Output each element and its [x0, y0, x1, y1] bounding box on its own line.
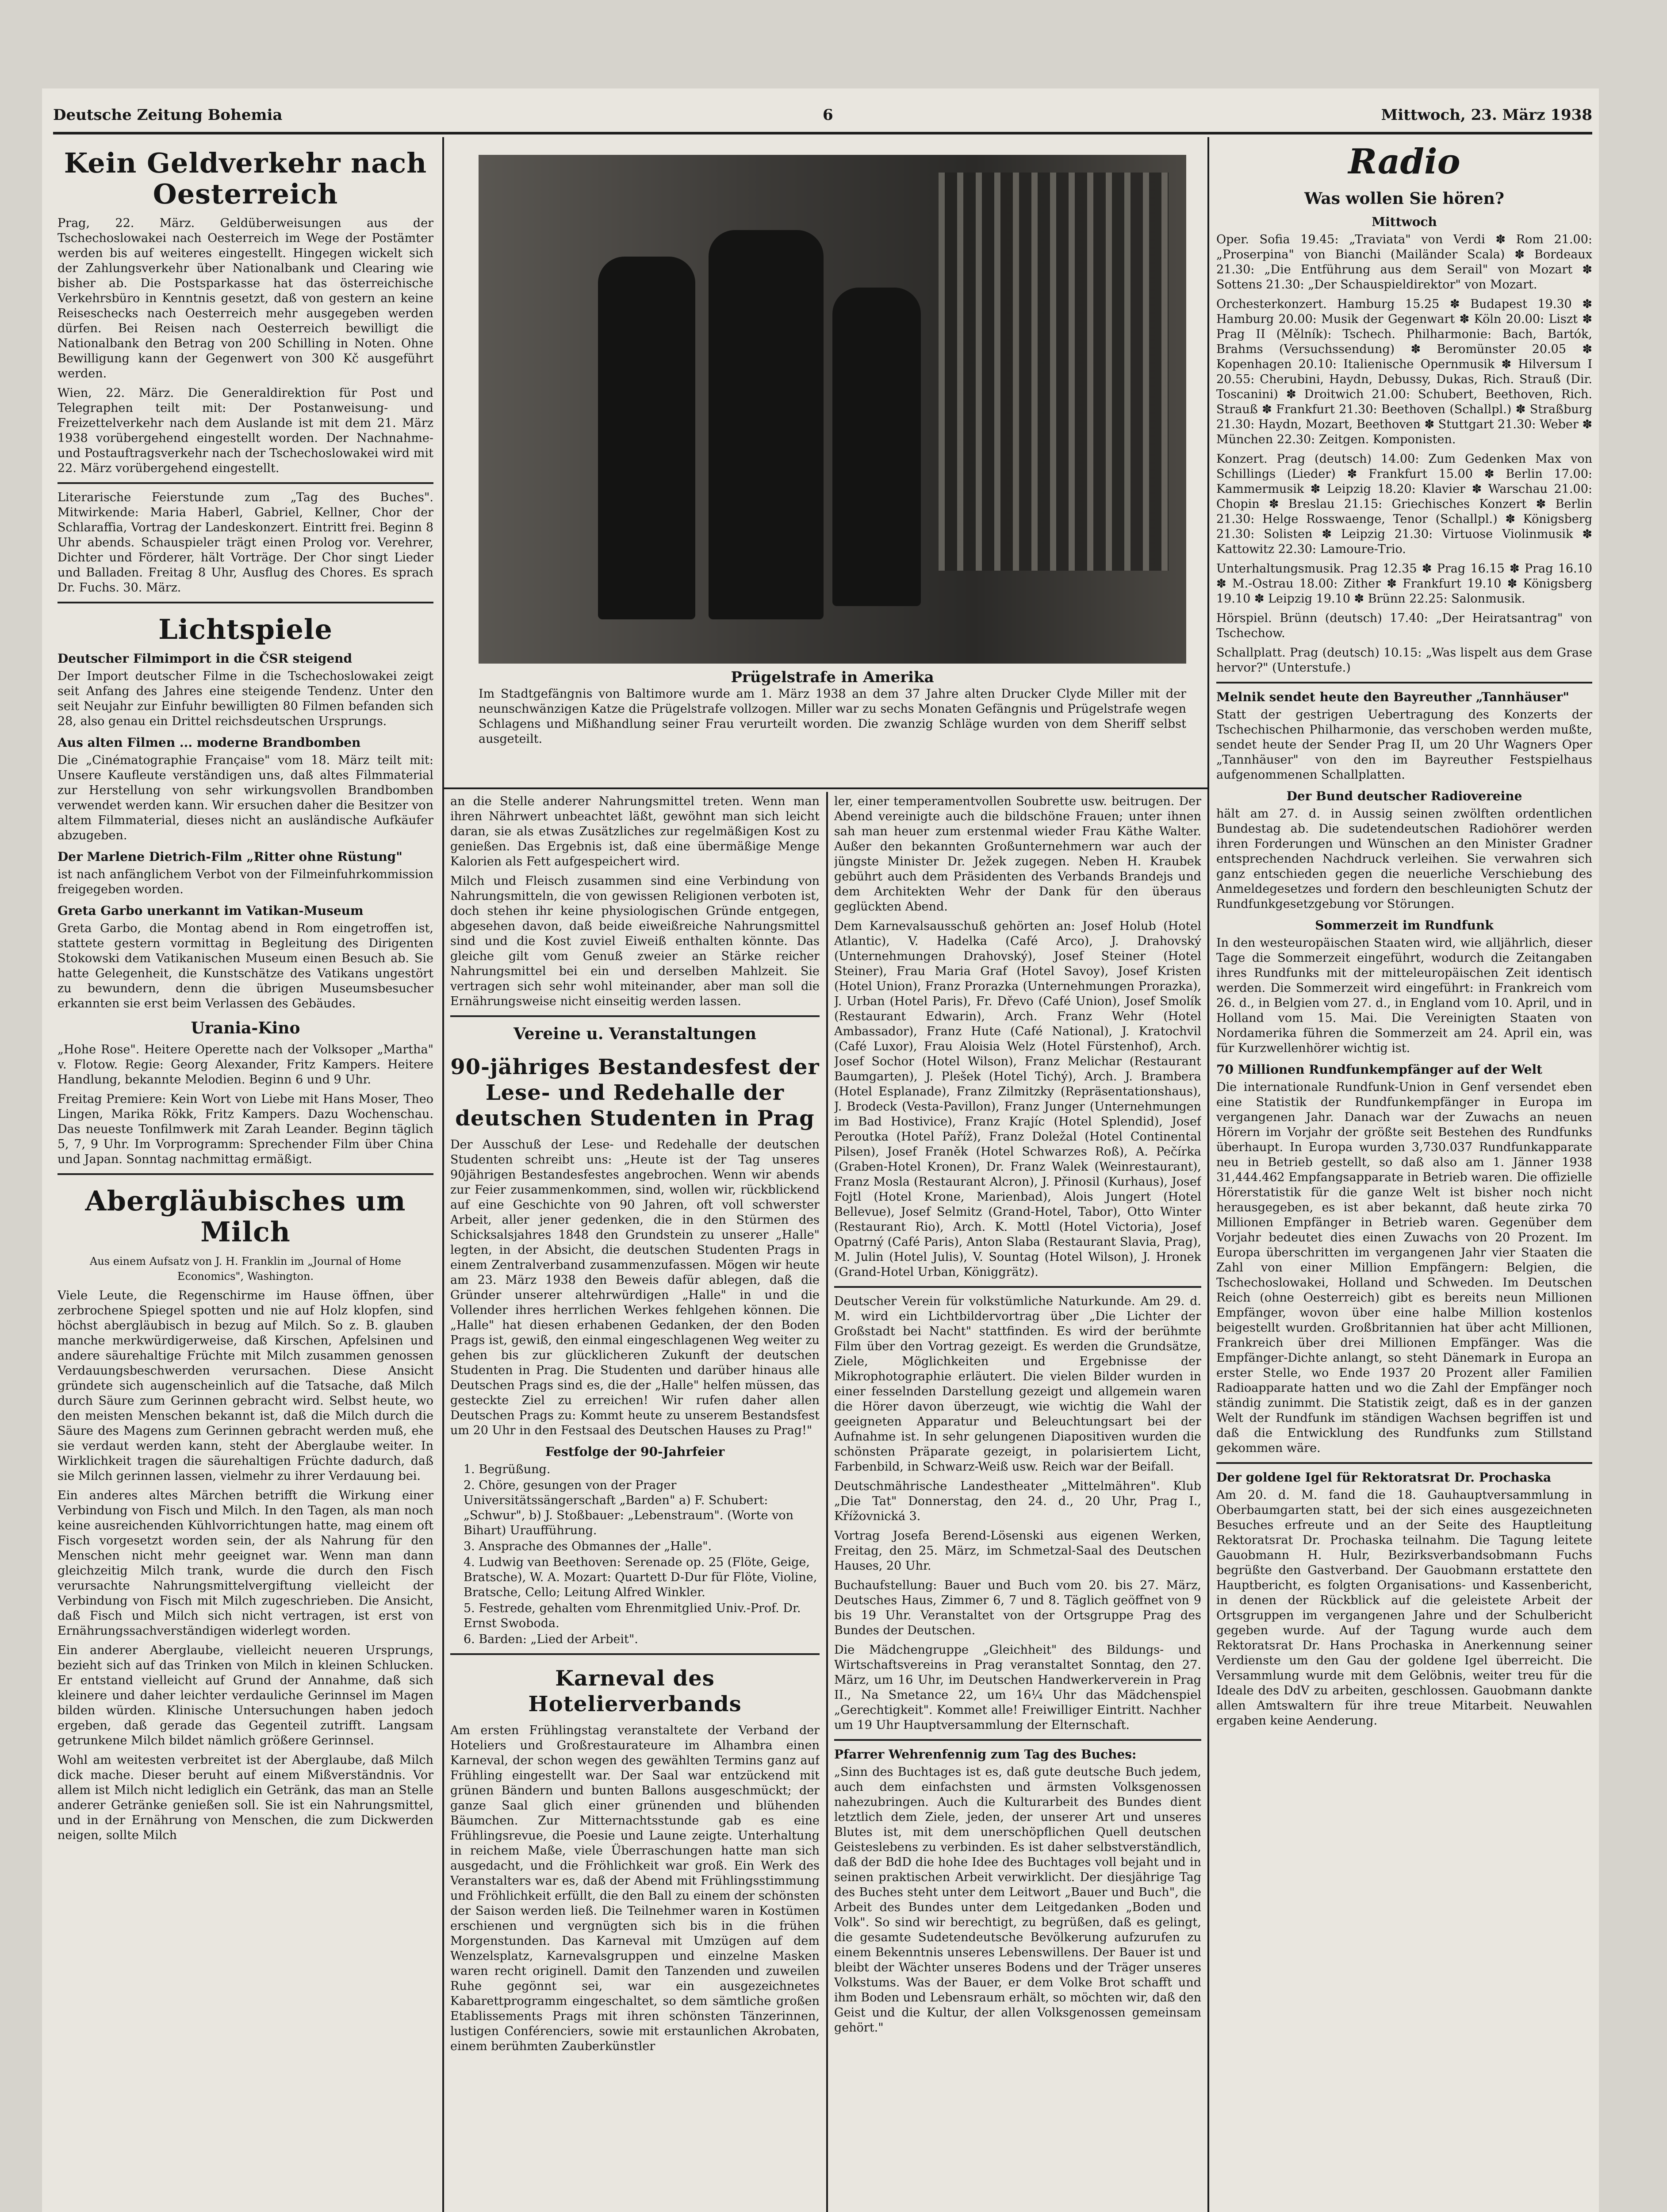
headline-lichtspiele: Lichtspiele — [158, 613, 333, 645]
prison-bars — [939, 173, 1169, 571]
photo-caption-block — [479, 668, 1186, 747]
subheading: Der Bund deutscher Radiovereine — [1286, 789, 1522, 803]
program-paragraph: Oper. Sofia 19.45: „Traviata" von Verdi ✽ Rom 21.00: „Proserpina" von Bianchi (Mailänder Scala) ✽ Bordeaux 21.30: „Die Entführung aus dem Serail" von Mozart ✽ Sottens 21.30: „Der Schauspieldirektor" von Mozart. — [1216, 233, 1592, 292]
headline-aberglaube: Abergläubisches um Milch — [85, 1185, 406, 1248]
list-item: 6. Barden: „Lied der Arbeit". — [464, 1632, 638, 1646]
photo-caption: Im Stadtgefängnis von Baltimore wurde am 1. März 1938 an dem 37 Jahre alten Drucker Clyde Miller mit der neunschwänzigen Katze die Prügelstrafe vollzogen. Miller war zu sechs Monaten Gefängnis und Prügelstrafe wegen Schlagens und Mißhandlung seiner Frau verurteilt worden. Die zwanzig Schläge wurden von dem Sheriff selbst ausgeteilt. — [479, 687, 1186, 746]
article-paragraph: Der Ausschuß der Lese- und Redehalle der deutschen Studenten schreibt uns: „Heute ist der Tag unseres 90jährigen Bestandesfestes angebrochen. Wenn wir abends zur Feier zusammenkommen, sind, wollen wir, rückblickend auf eine Geschichte von 90 Jahren, oft voll schwerster Arbeit, aller jener gedenken, die in den Stürmen des Schicksalsjahres 1848 den Grundstein zu unserer „Halle" legten, in der Absicht, die deutschen Studenten Prags in einem Zentralverband zusammenzufassen. Mögen wir heute am 23. März 1938 den Beweis dafür ablegen, daß die Gründer unserer altehrwürdigen „Halle" in und die Vollender ihres herrlichen Werkes fehlgehen können. Die „Halle" hat diesen erhabenen Gedanken, der den Boden Prags ist, gewiß, den einmal eingeschlagenen Weg weiter zu gehen bis zur glücklicheren Zukunft der deutschen Studenten in Prag. Die Studenten und darüber hinaus alle Deutschen Prags sind es, die der „Halle" helfen müssen, das gesteckte Ziel zu erreichen! Wir rufen daher allen Deutschen Prags zu: Kommt heute zu unserem Bestandsfest um 20 Uhr in den Festsaal des Deutschen Hauses zu Prag!" — [450, 1138, 820, 1437]
column-1 — [57, 137, 433, 2212]
page-header — [53, 106, 1592, 133]
subheading: Pfarrer Wehrenfennig zum Tag des Buches: — [834, 1747, 1137, 1762]
column-2 — [450, 794, 820, 2212]
subheading: Der Marlene Dietrich-Film „Ritter ohne Rüstung" — [57, 849, 402, 864]
article-paragraph: Deutschmährische Landestheater „Mittelmähren". Klub „Die Tat" Donnerstag, den 24. d., 20 Uhr, Prag I., Křížovnická 3. — [834, 1479, 1201, 1523]
subheading: 70 Millionen Rundfunkempfänger auf der Welt — [1216, 1062, 1543, 1077]
article-paragraph: Die Mädchengruppe „Gleichheit" des Bildungs- und Wirtschaftsvereins in Prag veranstaltet Sonntag, den 27. März, um 16 Uhr, im Deutschen Handwerkerverein in Prag II., Na Smetance 22, um 16¼ Uhr das Mädchenspiel „Gerechtigkeit". Kommet alle! Freiwilliger Eintritt. Nachher um 19 Uhr Hauptversammlung der Elternschaft. — [834, 1643, 1201, 1732]
article-paragraph: Die „Cinématographie Française" vom 18. März teilt mit: Unsere Kaufleute verständigen uns, daß altes Filmmaterial zur Herstellung von sehr wirkungsvollen Brandbomben verwendet werden kann. Wir ersuchen daher die Besitzer von altem Filmmaterial, dieses nicht an ausländische Aufkäufer abzugeben. — [57, 753, 433, 842]
program-paragraph: Konzert. Prag (deutsch) 14.00: Zum Gedenken Max von Schillings (Lieder) ✽ Frankfurt 15.00 ✽ Berlin 17.00: Kammermusik ✽ Leipzig 18.20: Klavier ✽ Warschau 21.00: Chopin ✽ Breslau 21.15: Griechisches Konzert ✽ Berlin 21.30: Helge Rosswaenge, Tenor (Schallpl.) ✽ Königsberg 21.30: Solisten ✽ Leipzig 21.30: Virtuose Violinmusik ✽ Kattowitz 22.30: Lamoure-Trio. — [1216, 452, 1592, 556]
column-4 — [1216, 137, 1592, 2212]
article-paragraph: Vortrag Josefa Berend-Lösenski aus eigenen Werken, Freitag, den 25. März, im Schmetzal-Saal des Deutschen Hauses, 20 Uhr. — [834, 1529, 1201, 1573]
article-paragraph: Prag, 22. März. Geldüberweisungen aus der Tschechoslowakei nach Oesterreich im Wege der Postämter werden bis auf weiteres eingestellt. Hingegen wickelt sich der Zahlungsverkehr über Nationalbank und Clearing wie bisher ab. Die Postsparkasse hat das österreichische Verkehrsbüro in Kenntnis gesetzt, daß von gestern an keine Reiseschecks nach Oesterreich mehr ausgegeben werden dürfen. Bei Reisen nach Oesterreich bewilligt die Nationalbank den Betrag von 200 Schilling in Noten. Ohne Bewilligung kann der Gegenwert von 300 Kč ausgeführt werden. — [57, 216, 433, 380]
page-number: 6 — [823, 106, 833, 124]
divider — [450, 1653, 820, 1655]
article-paragraph: Ein anderes altes Märchen betrifft die Wirkung einer Verbindung von Fisch und Milch. In den Tagen, als man noch keine ausreichenden Kühlvorrichtungen hatte, mag einem oft Fisch vorgesetzt worden sein, der als Nahrung für den Menschen nicht mehr geeignet war. Wenn man dann gleichzeitig Milch trank, wurde die durch den Fisch verursachte Nahrungsmittelvergiftung vielleicht der Verbindung von Fisch mit Milch zugeschrieben. Die Ansicht, daß Fisch und Milch sich nicht vertragen, ist erst von Ernährungssachverständigen widerlegt worden. — [57, 1489, 433, 1638]
article-paragraph: Der Import deutscher Filme in die Tschechoslowakei zeigt seit Anfang des Jahres eine steigende Tendenz. Unter den seit Neujahr zur Einfuhr bewilligten 80 Filmen befanden sich 28, also genau ein Drittel reichsdeutschen Ursprungs. — [57, 669, 433, 728]
article-paragraph: „Sinn des Buchtages ist es, daß gute deutsche Buch jedem, auch dem einfachsten und ärmsten Volksgenossen nahezubringen. Auch die Kulturarbeit des Bundes dient letztlich dem Ziele, jeden, der unserer Art und unseres Blutes ist, mit dem unerschöpflichen Quell deutschen Geisteslebens zu verbinden. Es ist daher selbstverständlich, daß der BdD die hohe Idee des Buchtages voll bejaht und in seinen praktischen Arbeit verwirklicht. Der diesjährige Tag des Buches steht unter dem Leitwort „Bauer und Buch", die Arbeit des Bundes unter dem Leitgedanken „Boden und Volk". So sind wir berechtigt, zu begrüßen, daß es gelingt, die gesamte Sudetendeutsche Bevölkerung aufzurufen zu einem Bekenntnis unseres Lebenswillens. Der Bauer ist und bleibt der Wächter unseres Bodens und der Träger unseres Volkstums. Was der Bauer, er dem Volke Brot schafft und ihm Boden und Lebensraum erhält, so möchten wir, daß den Geist und die Kultur, der allen Volksgenossen gemeinsam gehört." — [834, 1765, 1201, 2035]
article-paragraph: Wohl am weitesten verbreitet ist der Aberglaube, daß Milch dick mache. Dieser beruht auf einem Mißverständnis. Vor allem ist Milch nicht lediglich ein Getränk, das man an Stelle anderer Getränke genießen soll. Sie ist ein Nahrungsmittel, und in der Ernährung von Menschen, die zum Dickwerden neigen, sollte Milch — [57, 1753, 433, 1842]
list-item: 3. Ansprache des Obmannes der „Halle". — [464, 1540, 712, 1553]
program-paragraph: Orchesterkonzert. Hamburg 15.25 ✽ Budapest 19.30 ✽ Hamburg 20.00: Musik der Gegenwart ✽ Köln 20.00: Liszt ✽ Prag II (Mělník): Tschech. Philharmonie: Bach, Bartók, Brahms (Versuchssendung) ✽ Beromünster 20.05 ✽ Kopenhagen 20.10: Italienische Opernmusik ✽ Hilversum I 20.55: Cherubini, Haydn, Debussy, Dukas, Rich. Strauß (Dir. Toscanini) ✽ Droitwich 21.00: Schubert, Beethoven, Rich. Strauß ✽ Frankfurt 21.30: Beethoven (Schallpl.) ✽ Straßburg 21.30: Haydn, Mozart, Beethoven ✽ Stuttgart 21.30: Weber ✽ München 22.30: Zeitgen. Komponisten. — [1216, 297, 1592, 446]
subheading: Der goldene Igel für Rektoratsrat Dr. Prochaska — [1216, 1470, 1552, 1485]
photo-bottom-rule — [444, 787, 1207, 789]
program-paragraph: Hörspiel. Brünn (deutsch) 17.40: „Der Heiratsantrag" von Tschechow. — [1216, 611, 1592, 640]
figure-silhouette — [832, 288, 921, 606]
article-paragraph: hält am 27. d. in Aussig seinen zwölften ordentlichen Bundestag ab. Die sudetendeutschen Radiohörer werden ihren Forderungen und Wünschen an den Minister Gradner entsprechenden Nachdruck verleihen. Sie verwahren sich ganz entschieden gegen die neuerliche Verschiebung des Anmeldegesetzes und fordern den beschleunigten Schutz der Rundfunkgesetzgebung vor Störungen. — [1216, 807, 1592, 911]
article-paragraph: Ein anderer Aberglaube, vielleicht neueren Ursprungs, bezieht sich auf das Trinken von Milch in kleinen Schlucken. Er entstand vielleicht auf Grund der Annahme, daß sich kleinere und daher leichter verdauliche Gerinnsel im Magen bilden würden. Klinische Untersuchungen haben jedoch ergeben, daß gerade das Gegenteil zutrifft. Langsam getrunkene Milch bildet nämlich größere Gerinnsel. — [57, 1644, 433, 1747]
article-paragraph: In den westeuropäischen Staaten wird, wie alljährlich, dieser Tage die Sommerzeit eingeführt, wodurch die Zeitangaben ihres Rundfunks mit der mitteleuropäischen Zeit identisch werden. Die Sommerzeit wird eingeführt: in Frankreich vom 26. d., in Belgien vom 27. d., in England vom 10. April, und in Holland vom 15. Mai. Die Vereinigten Staaten von Nordamerika führen die Sommerzeit am 24. April ein, was für Kurzwellenhörer wichtig ist. — [1216, 936, 1592, 1055]
section-vereine: Vereine u. Veranstaltungen — [513, 1025, 757, 1043]
figure-silhouette — [709, 230, 824, 619]
headline-karneval: Karneval des Hotelierverbands — [528, 1666, 742, 1717]
program-list — [450, 1462, 820, 1647]
program-paragraph: Schallplatt. Prag (deutsch) 10.15: „Was lispelt aus dem Grase hervor?" (Unterstufe.) — [1216, 646, 1592, 675]
radio-subtitle: Was wollen Sie hören? — [1304, 189, 1504, 208]
divider — [57, 482, 433, 484]
subheading: Festfolge der 90-Jahrfeier — [545, 1444, 725, 1459]
article-paragraph: Dem Karnevalsausschuß gehörten an: Josef Holub (Hotel Atlantic), V. Hadelka (Café Arco), J. Drahovský (Unternehmungen Drahovský), Josef Steiner (Hotel Steiner), Frau Maria Graf (Hotel Savoy), Josef Kristen (Hotel Union), Franz Prorazka (Unternehmungen Prorazka), J. Urban (Hotel Paris), Fr. Dřevo (Café Union), Josef Smolík (Restaurant Edwarin), Arch. Franz Wehr (Hotel Ambassador), Franz Hute (Café National), J. Kratochvil (Café Luxor), Frau Aloisia Welz (Hotel Fürstenhof), Arch. Josef Sochor (Hotel Wilson), Franz Melichar (Restaurant Baumgarten), J. Plešek (Hotel Tichý), Arch. J. Brambera (Hotel Esplanade), Franz Zilmitzky (Repräsentationshaus), J. Brodeck (Vesta-Pavillon), Franz Junger (Unternehmungen im Bad Hostivice), Franz Krajíc (Hotel Splendid), Josef Peroutka (Hotel Paříž), Franz Doležal (Hotel Continental Pilsen), Josef Franěk (Hotel Schwarzes Roß), A. Pečírka (Graben-Hotel Kronen), Dr. Franz Walek (Weinrestaurant), Franz Mosla (Restaurant Alcron), J. Přinosil (Kurhaus), Josef Fojtl (Hotel Krone, Marienbad), Alois Jungert (Hotel Bellevue), Josef Selmitz (Grand-Hotel, Tabor), Otto Winter (Restaurant Rio), Arch. K. Mottl (Hotel Victoria), Josef Opatrný (Café Paris), Anton Slaba (Restaurant Slavia, Prag), M. Julin (Hotel Julis), V. Sountag (Hotel Wilson), J. Hronek (Grand-Hotel Urban, Königgrätz). — [834, 919, 1201, 1279]
list-item: 2. Chöre, gesungen von der Prager Universitätssängerschaft „Barden" a) F. Schubert: „Schwur", b) J. Stoßbauer: „Lebenstraum". (Worte von Bihart) Uraufführung. — [464, 1479, 794, 1537]
divider — [834, 1286, 1201, 1288]
byline: Aus einem Aufsatz von J. H. Franklin im „Journal of Home Economics", Washington. — [90, 1255, 401, 1283]
divider — [1216, 1462, 1592, 1464]
article-paragraph: ist nach anfänglichem Verbot von der Filmeinfuhrkommission freigegeben worden. — [57, 868, 433, 896]
figure-silhouette — [598, 257, 695, 619]
article-paragraph: Viele Leute, die Regenschirme im Hause öffnen, über zerbrochene Spiegel spotten und nie auf Holz klopfen, sind höchst abergläubisch in bezug auf Milch. So z. B. glauben manche merkwürdigerweise, daß Kirschen, Apfelsinen und andere säurehaltige Früchte mit Milch zusammen genossen Verdauungsbeschwerden verursachen. Diese Ansicht gründete sich augenscheinlich auf die Tatsache, daß Milch durch Säure zum Gerinnen gebracht wird. Selbst heute, wo den meisten Menschen bekannt ist, daß die Milch durch die Säure des Magens zum Gerinnen gebracht werden muß, ehe sie verdaut werden kann, steht der Aberglaube weiter. In Wirklichkeit tragen die säurehaltigen Früchte dadurch, daß sie Milch gerinnen lassen, vielmehr zu ihrer Verdauung bei. — [57, 1289, 433, 1483]
divider — [1216, 682, 1592, 684]
article-paragraph: Freitag Premiere: Kein Wort von Liebe mit Hans Moser, Theo Lingen, Marika Rökk, Fritz Kampers. Dazu Wochenschau. Das neueste Tonfilmwerk mit Zarah Leander. Beginn täglich 5, 7, 9 Uhr. Im Vorprogramm: Sprechender Film über China und Japan. Sonntag nachmittag ermäßigt. — [57, 1092, 433, 1166]
article-paragraph: Wien, 22. März. Die Generaldirektion für Post und Telegraphen teilt mit: Der Postanweisung- und Freizettelverkehr nach dem Auslande ist mit dem 21. März 1938 vorübergehend eingestellt worden. Der Nachnahme- und Postauftragsverkehr nach der Tschechoslowakei wird mit 22. März vorübergehend eingestellt. — [57, 386, 433, 475]
article-paragraph: Deutscher Verein für volkstümliche Naturkunde. Am 29. d. M. wird ein Lichtbildervortrag über „Die Lichter der Großstadt bei Nacht" stattfinden. Es wird der berühmte Film über den Vortrag gezeigt. Es werden die Grundsätze, Ziele, Möglichkeiten und Ergebnisse der Mikrophotographie erläutert. Die vielen Bilder wurden in einer fesselnden Darstellung gezeigt und allgemein waren die Hörer davon überzeugt, wie wichtig die Wahl der geeigneten Apparatur und Beleuchtungsart bei der Aufnahme ist. In sehr gelungenen Diapositiven wurden die schönsten Präparate gezeigt, in polarisiertem Licht, Farbenbild, in Schwarz-Weiß usw. Reich war der Beifall. — [834, 1294, 1201, 1474]
column-divider-3 — [1207, 137, 1209, 2212]
divider — [57, 1173, 433, 1175]
column-3 — [834, 794, 1201, 2212]
article-paragraph: Milch und Fleisch zusammen sind eine Verbindung von Nahrungsmitteln, die von gewissen Religionen verboten ist, doch stehen ihr keine physiologischen Gründe entgegen, abgesehen davon, daß beide eiweißreiche Nahrungsmittel sind und die Kost zuviel Eiweiß enthalten könnte. Das gleiche gilt vom Genuß zweier an Stärke reicher Nahrungsmittel bei ein und derselben Mahlzeit. Sie vertragen sich sehr wohl miteinander, aber man soll die Ernährungsweise nicht einseitig werden lassen. — [450, 874, 820, 1008]
headline-geldverkehr: Kein Geldverkehr nach Oesterreich — [64, 147, 427, 210]
list-item: 4. Ludwig van Beethoven: Serenade op. 25 (Flöte, Geige, Bratsche), W. A. Mozart: Quartett D-Dur für Flöte, Violine, Bratsche, Cello; Leitung Alfred Winkler. — [464, 1555, 817, 1599]
subheading: Sommerzeit im Rundfunk — [1315, 918, 1494, 933]
article-paragraph: ler, einer temperamentvollen Soubrette usw. beitrugen. Der Abend vereinigte auch die bildschöne Frauen; unter ihnen sah man heuer zum erstenmal wieder Frau Käthe Walter. Außer den bekannten Großunternehmern war auch der jüngste Minister Dr. Ježek zugegen. Neben H. Kraubek gebührt auch dem Präsidenten des Verbands Brandejs und dem Architekten Wehr der Dank für den überaus geglückten Abend. — [834, 795, 1201, 914]
news-photo — [479, 155, 1186, 664]
program-paragraph: Unterhaltungsmusik. Prag 12.35 ✽ Prag 16.15 ✽ Prag 16.10 ✽ M.-Ostrau 18.00: Zither ✽ Frankfurt 19.10 ✽ Königsberg 19.10 ✽ Leipzig 19.10 ✽ Brünn 22.25: Salonmusik. — [1216, 562, 1592, 606]
column-divider-2 — [826, 792, 828, 2212]
divider — [57, 602, 433, 603]
photo-title: Prügelstrafe in Amerika — [731, 668, 934, 686]
subheading: Melnik sendet heute den Bayreuther „Tannhäuser" — [1216, 690, 1570, 704]
article-paragraph: Buchaufstellung: Bauer und Buch vom 20. bis 27. März, Deutsches Haus, Zimmer 6, 7 und 8. Täglich geöffnet von 9 bis 19 Uhr. Veranstaltet von der Ortsgruppe Prag des Bundes der Deutschen. — [834, 1578, 1201, 1637]
divider — [450, 1015, 820, 1017]
headline-bestandesfest: 90-jähriges Bestandesfest der Lese- und Redehalle der deutschen Studenten in Prag — [450, 1055, 820, 1131]
article-paragraph: Am 20. d. M. fand die 18. Gauhauptversammlung in Oberbaumgarten statt, bei der sich eines ausgezeichneten Besuches erfreute und an der Seite des Hauptleitung Rektoratsrat Dr. Prochaska teilnahm. Die Tagung leitete Gauobmann H. Hulr, Bezirksverbandsobmann Fuchs begrüßte den Gastverband. Der Gauobmann erstattete den Hauptbericht, es folgten Organisations- und Kassenbericht, in denen der Rückblick auf die geleistete Arbeit der Ortsgruppen im vergangenen Jahre und der Schulbericht gegeben wurde. Auf der Tagung wurde auch dem Rektoratsrat Dr. Hans Prochaska in Anerkennung seiner Verdienste um den Gau der goldene Igel überreicht. Die Versammlung wurde mit dem Gelöbnis, weiter treu für die Ideale des DdV zu arbeiten, geschlossen. Gauobmann dankte allen Amtswaltern für ihre treue Mitarbeit. Neuwahlen ergaben keine Aenderung. — [1216, 1488, 1592, 1728]
list-item: 5. Festrede, gehalten vom Ehrenmitglied Univ.-Prof. Dr. Ernst Swoboda. — [464, 1601, 801, 1630]
header-rule — [53, 132, 1592, 134]
article-paragraph: „Hohe Rose". Heitere Operette nach der Volksoper „Martha" v. Flotow. Regie: Georg Alexander, Fritz Kampers. Heitere Handlung, bekannte Melodien. Beginn 6 und 9 Uhr. — [57, 1043, 433, 1087]
article-paragraph: Die internationale Rundfunk-Union in Genf versendet eben eine Statistik der Rundfunkempfänger in Europa im vergangenen Jahr. Danach war der Zuwachs an neuen Hörern im Vorjahr der größte seit Bestehen des Rundfunks überhaupt. In Europa wurden 3,730.037 Rundfunkapparate neu in Betrieb gestellt, so daß also am 1. Jänner 1938 31,444.462 Empfangsapparate in Betrieb waren. Die offizielle Hörerstatistik für die ganze Welt ist bisher noch nicht herausgegeben, es ist aber bekannt, daß heute zirka 70 Millionen Empfänger in Betrieb waren. Gegenüber dem Vorjahr bedeutet dies einen Zuwachs von 20 Prozent. Im Europa überschritten im vergangenen Jahr vier Staaten die Zahl von einer Million Empfängern: Belgien, die Tschechoslowakei, Holland und Schweden. Im Deutschen Reich (ohne Oesterreich) gibt es bereits neun Millionen Empfänger, wovon über eine halbe Million kostenlos beigestellt wurden. Großbritannien hat über acht Millionen, Frankreich über drei Millionen Empfänger. Was die Empfänger-Dichte anlangt, so steht Dänemark in Europa an erster Stelle, wo Ende 1937 20 Prozent aller Familien Radioapparate hatten und wo die Zahl der Empfänger noch ständig zunimmt. Die Statistik zeigt, daß es in der ganzen Welt der Rundfunk im ständigen Wachsen begriffen ist und daß die Entwicklung des Rundfunks zum Stillstand gekommen wäre. — [1216, 1080, 1592, 1455]
article-paragraph: Greta Garbo, die Montag abend in Rom eingetroffen ist, stattete gestern vormittag in Begleitung des Dirigenten Stokowski dem Vatikanischen Museum einen Besuch ab. Sie hatte Gelegenheit, die Kunstschätze des Vatikans ungestört zu bewundern, denn die übrigen Museumsbesucher erkannten sie erst beim Verlassen des Gebäudes. — [57, 922, 433, 1010]
article-paragraph: an die Stelle anderer Nahrungsmittel treten. Wenn man ihren Nährwert unbeachtet läßt, gewöhnt man sich leicht daran, sie als etwas Zusätzliches zur regelmäßigen Kost zu genießen. Das Ergebnis ist, daß eine übermäßige Menge Kalorien als Fett aufgespeichert wird. — [450, 795, 820, 868]
radio-title: Radio — [1348, 142, 1460, 182]
issue-date: Mittwoch, 23. März 1938 — [1381, 106, 1592, 124]
subheading: Deutscher Filmimport in die ČSR steigend — [57, 651, 353, 666]
notice-paragraph: Literarische Feierstunde zum „Tag des Buches". Mitwirkende: Maria Haberl, Gabriel, Kellner, Chor der Schlaraffia, Vortrag der Landeskonzert. Eintritt frei. Beginn 8 Uhr abends. Schauspieler trägt einen Prolog vor. Verehrer, Dichter und Förderer, hält Vorträge. Der Chor singt Lieder und Balladen. Freitag 8 Uhr, Ausflug des Chores. Es sprach Dr. Fuchs. 30. März. — [57, 491, 433, 595]
list-item: 1. Begrüßung. — [464, 1463, 551, 1476]
subheading: Aus alten Filmen ... moderne Brandbomben — [57, 735, 361, 750]
article-paragraph: Am ersten Frühlingstag veranstaltete der Verband der Hoteliers und Großrestaurateure im Alhambra einen Karneval, der schon wegen des gewählten Termins ganz auf Frühling eingestellt war. Der Saal war entzückend mit grünen Bändern und bunten Ballons ausgeschmückt; der ganze Saal glich einer grünenden und blühenden Bäumchen. Zur Mitternachtsstunde gab es eine Frühlingsrevue, die Poesie und Laune zeigte. Unterhaltung in reichem Maße, viele Überraschungen hatte man sich ausgedacht, und die Fröhlichkeit war groß. Ein Werk des Veranstalters war es, daß der Abend mit Frühlingsstimmung und Fröhlichkeit erfüllt, die den Ball zu einem der schönsten der Saison werden ließ. Die Teilnehmer waren in Kostümen erschienen und vergnügten sich bis in die frühen Morgenstunden. Das Karneval mit Umzügen auf dem Wenzelsplatz, Karnevalsgruppen und einzelne Masken waren recht originell. Damit den Tanzenden und zuweilen Ruhe gegönnt sei, war ein ausgezeichnetes Kabarettprogramm eingeschaltet, so dem sämtliche großen Etablissements Prags mit ihren schönsten Tänzerinnen, lustigen Conférenciers, sowie mit erstaunlichen Akrobaten, einem berühmten Zauberkünstler — [450, 1724, 820, 2053]
subheading-urania: Urania-Kino — [191, 1019, 300, 1037]
weekday: Mittwoch — [1372, 215, 1437, 229]
newspaper-name: Deutsche Zeitung Bohemia — [53, 106, 283, 124]
article-paragraph: Statt der gestrigen Uebertragung des Konzerts der Tschechischen Philharmonie, das verschoben werden mußte, sendet heute der Sender Prag II, um 20 Uhr Wagners Oper „Tannhäuser" von den im Bayreuther Festspielhaus aufgenommenen Schallplatten. — [1216, 708, 1592, 782]
subheading: Greta Garbo unerkannt im Vatikan-Museum — [57, 903, 364, 918]
column-divider-1 — [442, 137, 444, 2212]
divider — [834, 1739, 1201, 1741]
